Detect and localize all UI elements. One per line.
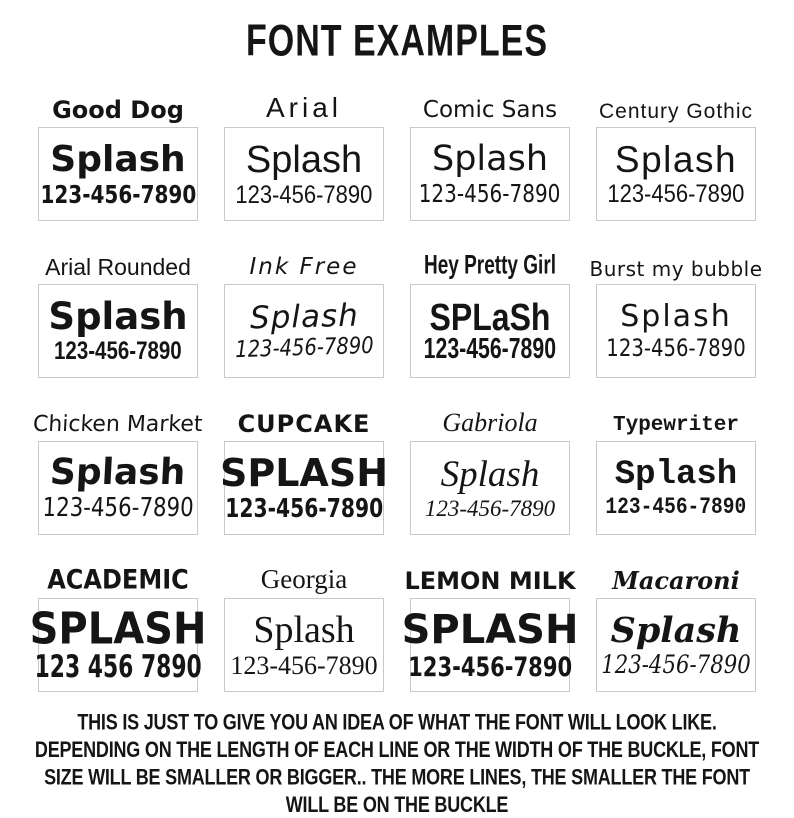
sample-box	[224, 127, 384, 221]
sample-number: 123-456-7890	[408, 654, 572, 681]
sample-box	[38, 598, 198, 692]
font-name-label: Century Gothic	[596, 88, 756, 122]
sample-text: Splash	[253, 611, 354, 649]
sample-box	[596, 598, 756, 692]
font-name-label: LEMON MILK	[410, 559, 570, 593]
font-card-academic	[38, 559, 198, 692]
font-name-label: ACADEMIC	[38, 556, 198, 593]
sample-text: Splash	[620, 302, 731, 332]
sample-box	[38, 127, 198, 221]
font-card-cupcake	[224, 402, 384, 535]
font-name-label: Good Dog	[38, 88, 198, 122]
sample-number: 123-456-7890	[40, 182, 196, 207]
sample-text: SPLASH	[30, 607, 207, 651]
sample-text: SPLASH	[402, 610, 579, 650]
sample-box	[596, 441, 756, 535]
font-name-label: Arial	[224, 88, 384, 122]
sample-text: Splash	[48, 298, 187, 335]
font-card-typewriter	[596, 402, 756, 535]
sample-box	[596, 284, 756, 378]
sample-text: Splash	[246, 141, 362, 179]
sample-text: Splash	[611, 613, 742, 648]
footer-note	[0, 708, 794, 818]
font-card-arial-rounded	[38, 245, 198, 378]
sample-number: 123-456-7890	[606, 496, 747, 519]
sample-text: Splash	[615, 458, 737, 492]
sample-box	[224, 598, 384, 692]
sample-text: Splash	[249, 301, 359, 335]
font-card-burst-my-bubble	[596, 245, 756, 378]
sample-box	[596, 127, 756, 221]
font-name-label: Gabriola	[410, 402, 570, 436]
font-name-label: Ink Free	[224, 245, 384, 279]
font-grid	[0, 78, 794, 692]
footer-note-line: THIS IS JUST TO GIVE YOU AN IDEA OF WHAT THE FONT WILL LOOK LIKE.	[0, 708, 794, 736]
font-card-macaroni	[596, 559, 756, 692]
sample-number: 123-456-7890	[606, 336, 745, 360]
sample-number: 123-456-7890	[225, 496, 383, 522]
sample-text: Splash	[441, 456, 540, 493]
sample-box	[224, 441, 384, 535]
font-card-good-dog	[38, 88, 198, 221]
sample-number: 123-456-7890	[601, 652, 751, 677]
sample-box	[38, 284, 198, 378]
sample-text: Splash	[432, 142, 548, 177]
sample-text: Splash	[50, 142, 185, 178]
sample-box	[38, 441, 198, 535]
font-name-label: Chicken Market	[37, 402, 199, 436]
sample-text: Splash	[49, 455, 186, 491]
sample-box	[410, 284, 570, 378]
font-name-label: Burst my bubble	[596, 245, 756, 279]
sample-number: 123-456-7890	[425, 497, 555, 520]
sample-number: 123-456-7890	[42, 495, 194, 521]
sample-box	[224, 284, 384, 378]
font-name-label: Typewriter	[596, 402, 756, 436]
sample-text: SPLASH	[220, 454, 388, 492]
sample-box	[410, 127, 570, 221]
sample-box	[410, 598, 570, 692]
font-name-label: Macaroni	[596, 559, 756, 593]
sample-number: 123-456-7890	[54, 339, 182, 364]
page-title: FONT EXAMPLES	[246, 16, 548, 67]
font-name-label: CUPCAKE	[224, 402, 384, 436]
sample-text: SPLaSh	[430, 297, 551, 335]
font-name-label: Comic Sans	[410, 88, 570, 122]
sample-number: 123-456-7890	[235, 335, 374, 362]
footer-note-line: SIZE WILL BE SMALLER OR BIGGER.. THE MORE LINES, THE SMALLER THE FONT	[0, 763, 794, 791]
title-container	[0, 0, 794, 78]
sample-number: 123-456-7890	[235, 183, 372, 208]
font-card-lemon-milk	[410, 559, 570, 692]
font-card-gabriola	[410, 402, 570, 535]
footer-note-line: WILL BE ON THE BUCKLE	[0, 791, 794, 818]
sample-number: 123-456-7890	[424, 335, 556, 364]
sample-number: 123-456-7890	[230, 653, 377, 679]
font-name-label: Arial Rounded	[38, 245, 198, 279]
sample-text: Splash	[615, 141, 737, 178]
font-card-chicken-market	[38, 402, 198, 535]
font-card-arial	[224, 88, 384, 221]
font-name-label: Georgia	[224, 559, 384, 593]
footer-note-line: DEPENDING ON THE LENGTH OF EACH LINE OR THE WIDTH OF THE BUCKLE, FONT	[0, 736, 794, 764]
sample-number: 123 456 7890	[34, 651, 201, 682]
sample-number: 123-456-7890	[607, 182, 744, 207]
sample-box	[410, 441, 570, 535]
font-card-comic-sans	[410, 88, 570, 221]
font-card-georgia	[224, 559, 384, 692]
font-card-century-gothic	[596, 88, 756, 221]
font-card-ink-free	[224, 245, 384, 378]
sample-number: 123-456-7890	[419, 181, 561, 206]
font-card-hey-pretty-girl	[410, 245, 570, 378]
font-name-label: Hey Pretty Girl	[414, 234, 566, 279]
